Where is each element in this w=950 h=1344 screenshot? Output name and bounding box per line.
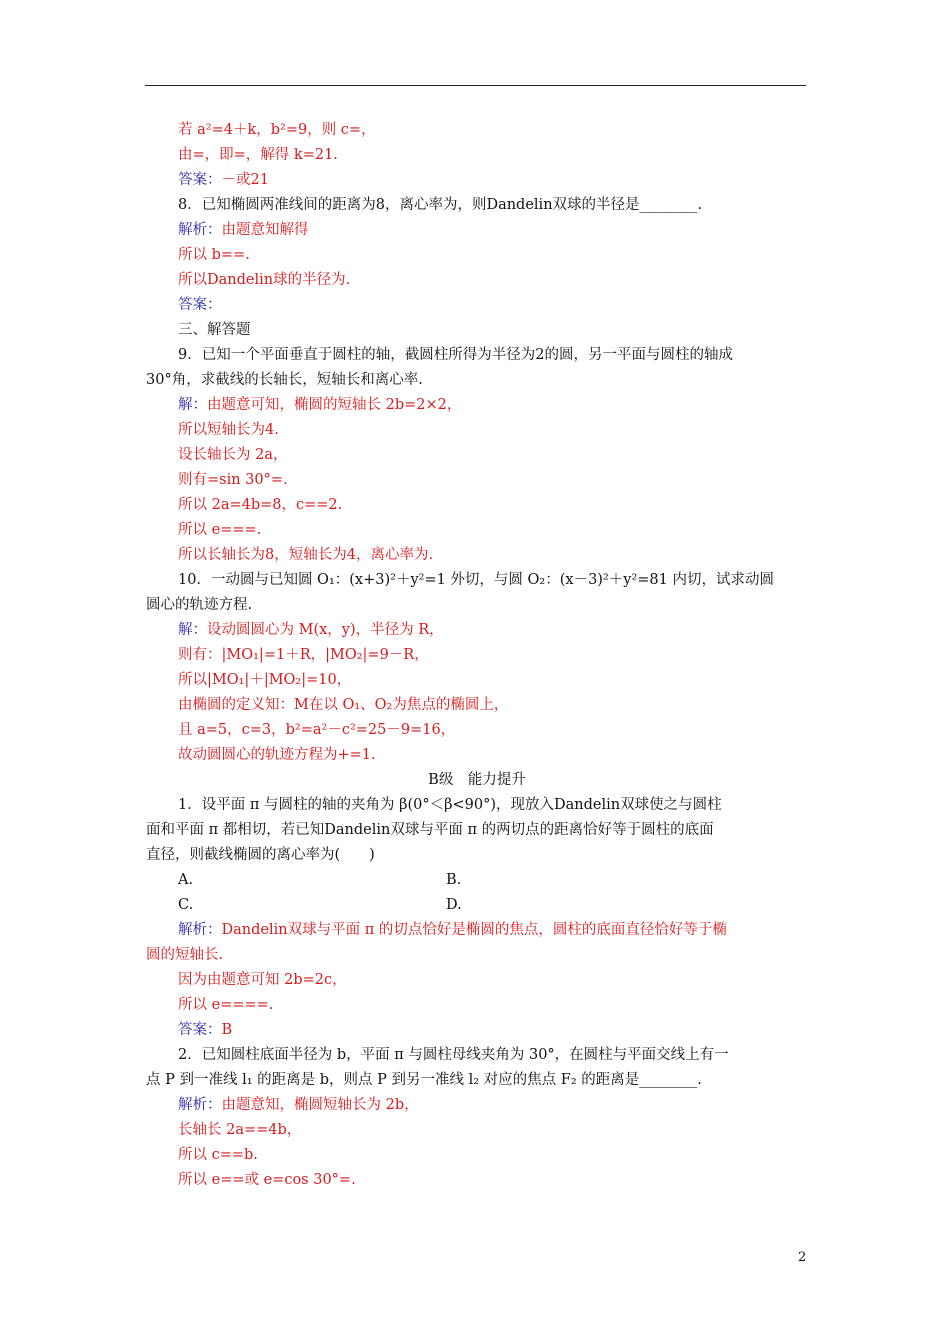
line-text: 因为由题意可知 2b=2c， [178, 972, 347, 988]
option-label: C. [178, 897, 194, 913]
question-continuation [146, 818, 808, 843]
question-continuation [146, 368, 808, 393]
solution-line [146, 293, 808, 318]
page-number: 2 [798, 1250, 807, 1265]
line-text: 直径，则截线椭圆的离心率为( ) [146, 847, 375, 863]
solution-line [146, 618, 808, 643]
solution-line [146, 918, 808, 943]
line-text: 设长轴长为 2a， [178, 447, 288, 463]
line-text: 面和平面 π 都相切，若已知Dandelin双球与平面 π 的两切点的距离恰好等于圆柱的底面 [146, 822, 714, 838]
line-text: 设动圆圆心为 M(x，y)，半径为 R， [207, 622, 444, 638]
solution-line [146, 1168, 808, 1193]
line-text: 由题意可知，椭圆的短轴长 2b=2×2， [207, 397, 462, 413]
solution-line [146, 443, 808, 468]
line-text: 所以 e==或 e=cos 30°=. [178, 1172, 356, 1188]
line-text: 由=，即=，解得 k=21. [178, 147, 338, 163]
solution-line [146, 668, 808, 693]
line-text: 点 P 到一准线 l₁ 的距离是 b，则点 P 到另一准线 l₂ 对应的焦点 F₂ 的距离是________. [146, 1072, 702, 1088]
solution-line [146, 943, 808, 968]
document-body [146, 118, 808, 1193]
answer-label: 答案： [178, 1022, 222, 1038]
question-continuation [146, 843, 808, 868]
line-text: B [221, 1022, 233, 1038]
line-text: 所以 c==b. [178, 1147, 258, 1163]
option-label: B. [446, 872, 462, 888]
line-text: 1．设平面 π 与圆柱的轴的夹角为 β(0°＜β<90°)，现放入Dandelin双球使之与圆柱 [178, 797, 722, 813]
question-line [146, 1043, 808, 1068]
line-text: 所以 e===. [178, 522, 262, 538]
line-text: 30°角，求截线的长轴长，短轴长和离心率. [146, 372, 423, 388]
question-line [146, 193, 808, 218]
solution-line [146, 543, 808, 568]
section-heading [146, 318, 808, 343]
header-rule [145, 85, 806, 86]
answer-options [146, 868, 808, 893]
level-heading [146, 768, 808, 793]
solution-line [146, 418, 808, 443]
line-text: 由题意知解得 [221, 222, 309, 238]
solution-line [146, 393, 808, 418]
solution-line [146, 168, 808, 193]
answer-label: 解析： [178, 922, 222, 938]
answer-label: 答案： [178, 297, 222, 313]
line-text: 且 a=5，c=3，b²=a²－c²=25－9=16， [178, 722, 456, 738]
line-text: 所以短轴长为4. [178, 422, 279, 438]
solution-line [146, 693, 808, 718]
option-label: D. [446, 897, 462, 913]
line-text: 所以长轴长为8，短轴长为4，离心率为. [178, 547, 434, 563]
solution-line [146, 1018, 808, 1043]
line-text: 由题意知，椭圆短轴长为 2b， [221, 1097, 419, 1113]
line-text: 若 a²=4＋k，b²=9，则 c=， [178, 122, 376, 138]
line-text: 圆心的轨迹方程. [146, 597, 253, 613]
line-text: 8．已知椭圆两准线间的距离为8，离心率为，则Dandelin双球的半径是________. [178, 197, 703, 213]
solution-line [146, 1118, 808, 1143]
line-text: 圆的短轴长. [146, 947, 224, 963]
question-continuation [146, 1068, 808, 1093]
line-text: 所以Dandelin球的半径为. [178, 272, 351, 288]
line-text: 三、解答题 [178, 322, 251, 338]
solution-line [146, 993, 808, 1018]
solution-line [146, 743, 808, 768]
answer-label: 解： [178, 622, 207, 638]
line-text: －或21 [221, 172, 269, 188]
line-text: B级 能力提升 [428, 772, 526, 788]
solution-line [146, 118, 808, 143]
line-text: 长轴长 2a==4b， [178, 1122, 302, 1138]
solution-line [146, 143, 808, 168]
line-text: Dandelin双球与平面 π 的切点恰好是椭圆的焦点，圆柱的底面直径恰好等于椭 [221, 922, 727, 938]
solution-line [146, 718, 808, 743]
line-text: 10．一动圆与已知圆 O₁：(x+3)²＋y²=1 外切，与圆 O₂：(x－3)²＋y²=81 内切，试求动圆 [178, 572, 774, 588]
solution-line [146, 268, 808, 293]
answer-label: 答案： [178, 172, 222, 188]
solution-line [146, 218, 808, 243]
line-text: 则有=sin 30°=. [178, 472, 288, 488]
question-continuation [146, 593, 808, 618]
line-text: 则有：|MO₁|=1＋R，|MO₂|=9－R， [178, 647, 429, 663]
line-text: 2．已知圆柱底面半径为 b，平面 π 与圆柱母线夹角为 30°，在圆柱与平面交线上有一 [178, 1047, 729, 1063]
answer-label: 解析： [178, 222, 222, 238]
solution-line [146, 493, 808, 518]
answer-label: 解析： [178, 1097, 222, 1113]
line-text: 故动圆圆心的轨迹方程为+=1. [178, 747, 376, 763]
line-text: 所以 b==. [178, 247, 250, 263]
line-text: 9．已知一个平面垂直于圆柱的轴，截圆柱所得为半径为2的圆，另一平面与圆柱的轴成 [178, 347, 733, 363]
line-text: 所以 e====. [178, 997, 274, 1013]
solution-line [146, 968, 808, 993]
line-text: 由椭圆的定义知：M在以 O₁、O₂为焦点的椭圆上， [178, 697, 509, 713]
answer-options [146, 893, 808, 918]
solution-line [146, 518, 808, 543]
solution-line [146, 643, 808, 668]
line-text: 所以|MO₁|＋|MO₂|=10， [178, 672, 352, 688]
option-label: A. [178, 872, 194, 888]
solution-line [146, 1093, 808, 1118]
question-line [146, 343, 808, 368]
line-text: 所以 2a=4b=8，c==2. [178, 497, 343, 513]
solution-line [146, 243, 808, 268]
solution-line [146, 468, 808, 493]
question-line [146, 793, 808, 818]
answer-label: 解： [178, 397, 207, 413]
solution-line [146, 1143, 808, 1168]
question-line [146, 568, 808, 593]
